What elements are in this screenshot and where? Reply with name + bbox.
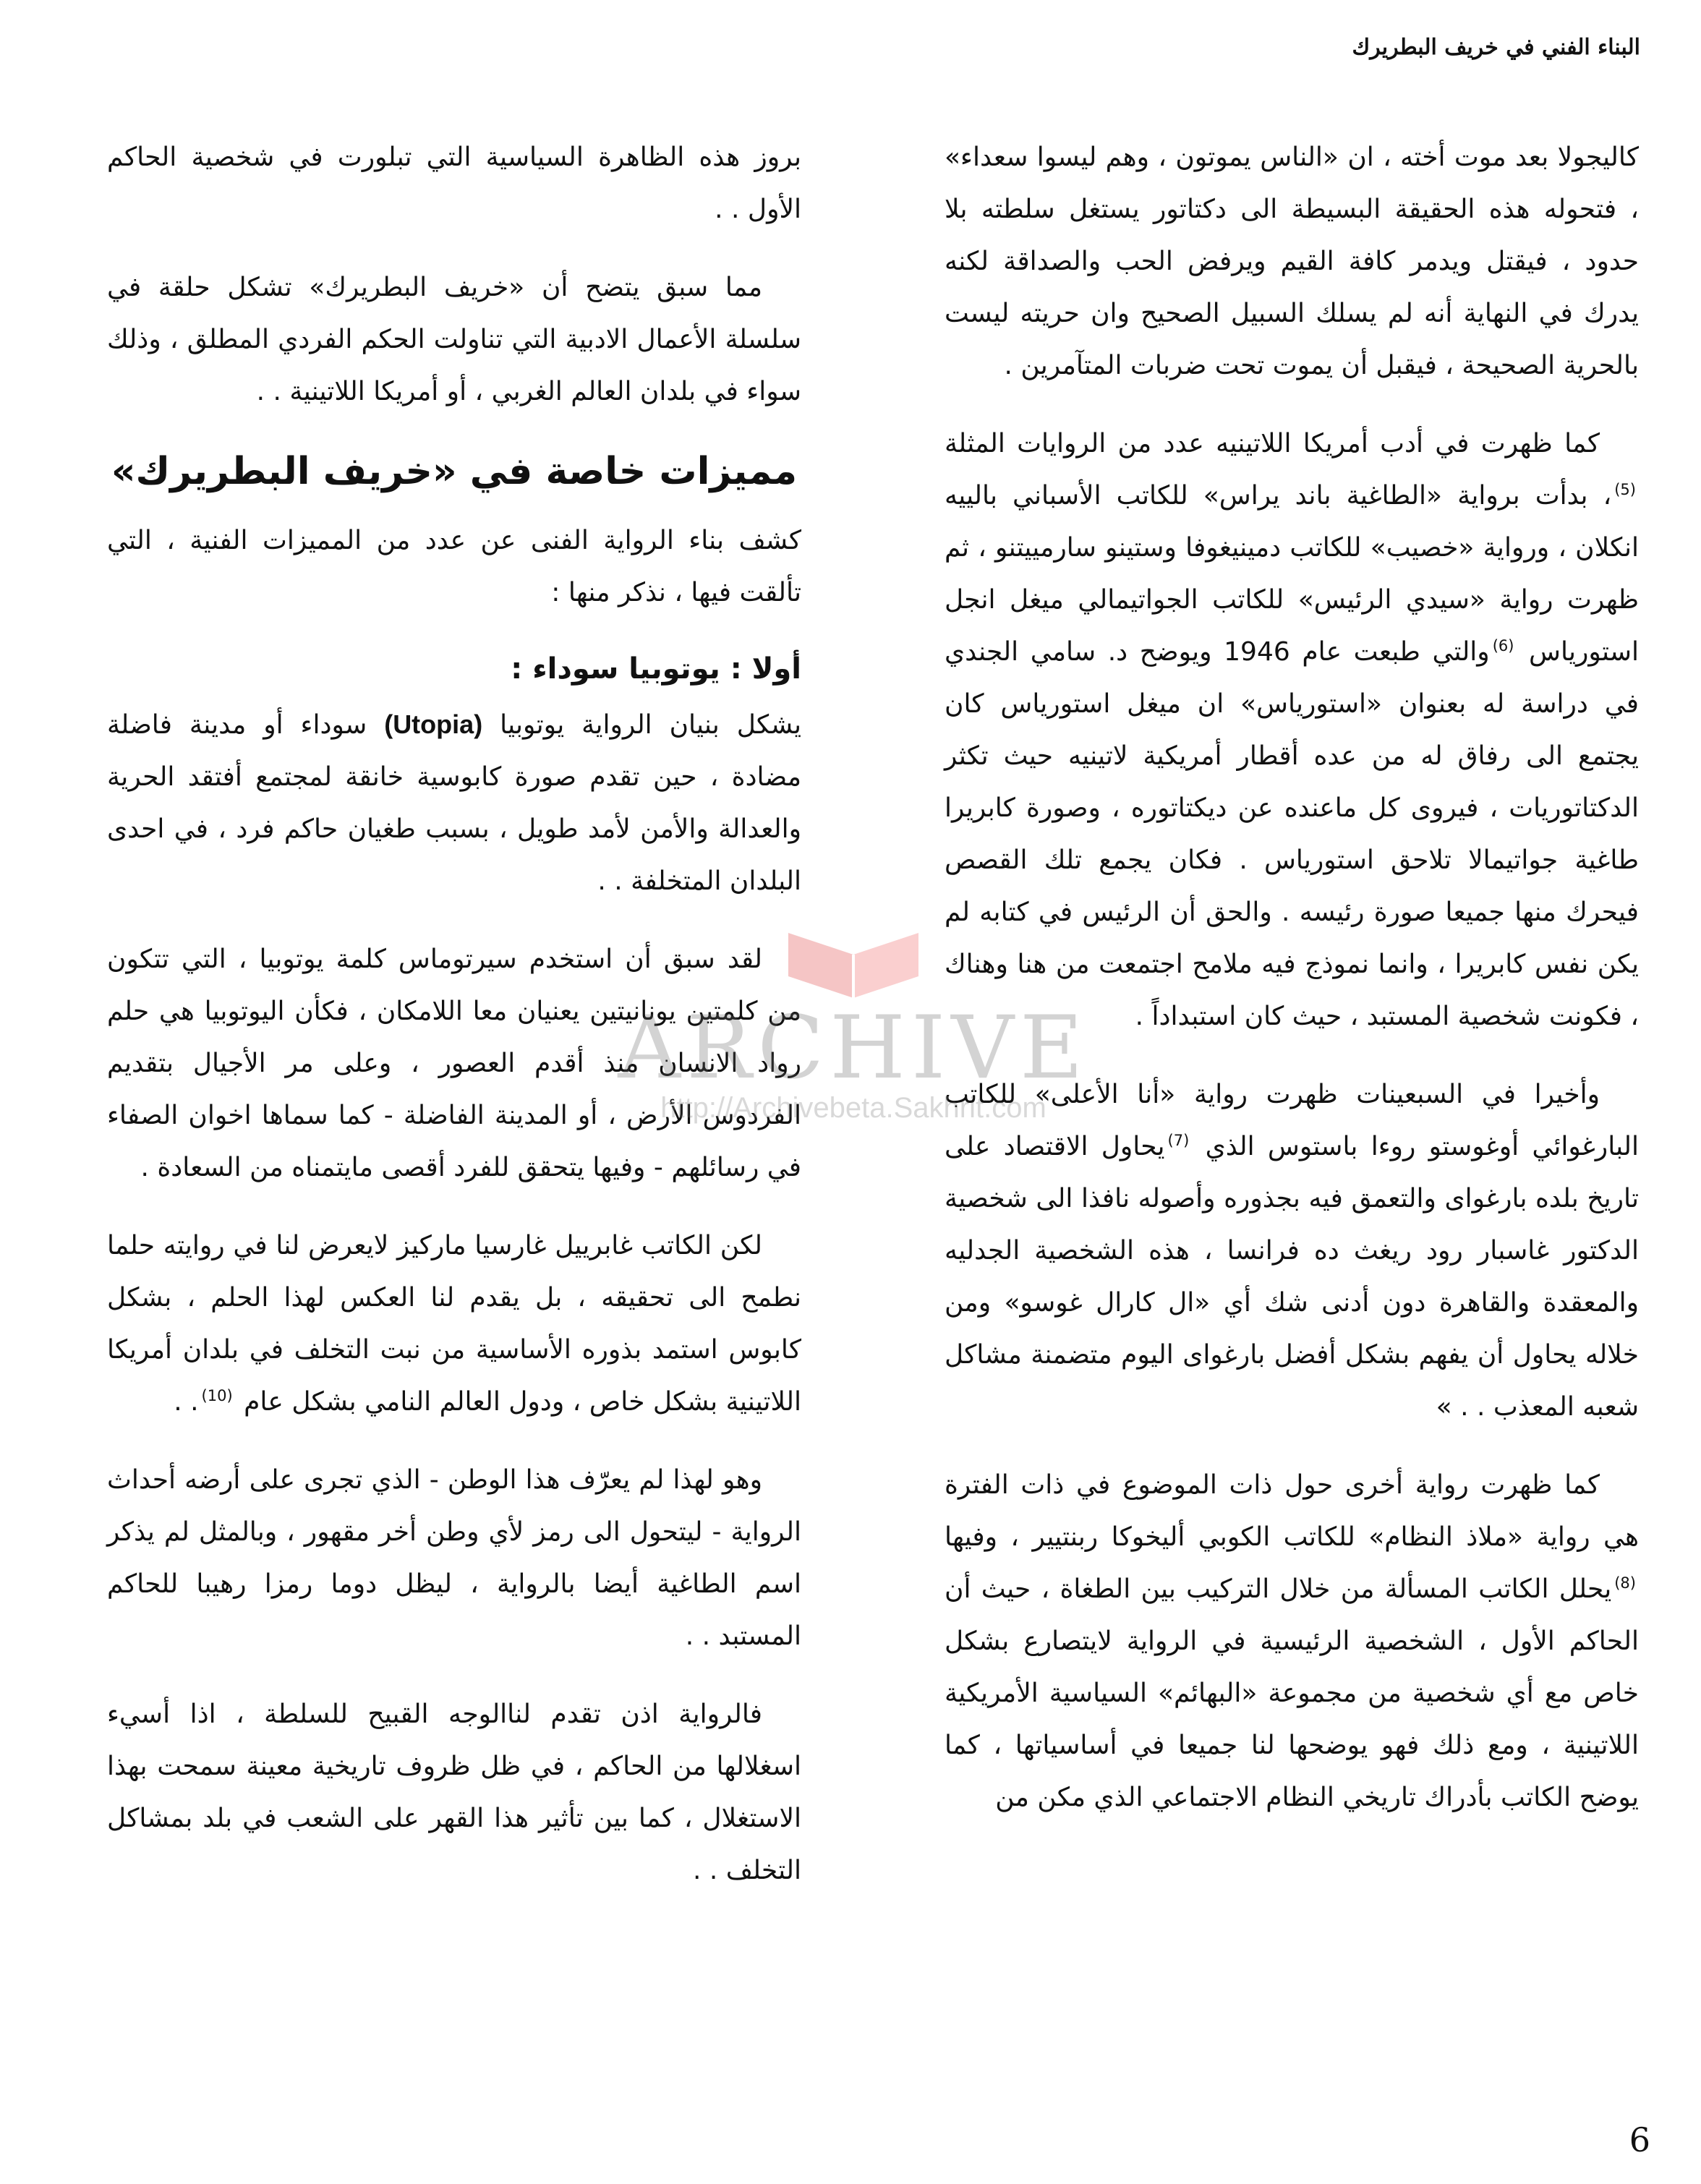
footnote-ref: (6) [1492,637,1514,654]
paragraph [107,1220,801,1428]
paragraph: لقد سبق أن استخدم سيرتوماس كلمة يوتوبيا ، التي تتكون من كلمتين يونانيتين يعنيان معا اللامكان ، فكأن اليوتوبيا هي حلم رواد الانسان منذ أقدم العصور ، وعلى مر الأجيال بتقديم الفردوس الأرض ، أو المدينة الفاضلة - كما سماها اخوان الصفاء في رسائلهم - وفيها يتحقق للفرد أقصى مايتمناه من السعادة . [107,944,801,1182]
paragraph [945,1069,1639,1433]
paragraph-text: يحاول الاقتصاد على تاريخ بلده بارغواى والتعمق فيه بجذوره وأصوله نافذا الى شخصية الدكتور غاسبار رود ريغث ده فرانسا ، هذه الشخصية الجدليه والمعقدة والقاهرة دون أدنى شك أي «ال كارال غوسو» ومن خلاله يحاول أن يفهم بشكل أفضل بارغواى اليوم متضمنة مشاكل شعبه المعذب . . » [945,1132,1639,1422]
paragraph [107,699,801,908]
section-title: مميزات خاصة في «خريف البطريرك» [111,450,798,493]
paragraph: كشف بناء الرواية الفنى عن عدد من المميزات الفنية ، التي تألقت فيها ، نذكر منها : [107,526,801,607]
subheading: أولا : يوتوبيا سوداء : [511,652,801,686]
paragraph-text: لكن الكاتب غابرييل غارسيا ماركيز لايعرض لنا في روايته حلما نطمح الى تحقيقه ، بل يقدم لنا العكس لهذا الحلم ، بشكل كابوس استمد بذوره الأساسية من نبت التخلف في بلدان أمريكا اللاتينية بشكل خاص ، ودول العالم النامي بشكل عام [107,1231,801,1417]
paragraph-text: وأخيرا في السبعينات ظهرت رواية «أنا الأعلى» للكاتب البارغوائي أوغوستو روءا باستوس الذي [945,1080,1639,1161]
footnote-ref: (7) [1167,1132,1190,1149]
paragraph: مما سبق يتضح أن «خريف البطريرك» تشكل حلقة في سلسلة الأعمال الادبية التي تناولت الحكم الفردي المطلق ، وذلك سواء في بلدان العالم الغربي ، أو أمريكا اللاتينية . . [107,273,801,406]
watermark-title: ARCHIVE [618,998,1089,1099]
footnote-ref: (5) [1614,481,1636,498]
paragraph-text: كما ظهرت في أدب أمريكا اللاتينيه عدد من الروايات المثلة [945,429,1600,458]
paragraph-text: سوداء أو مدينة فاضلة مضادة ، حين تقدم صورة كابوسية خانقة لمجتمع أفتقد الحرية والعدالة والأمن لأمد طويل ، بسبب طغيان حاكم فرد ، في احدى البلدان المتخلفة . . [107,710,801,896]
paragraph-text: يشكل بنيان الرواية يوتوبيا [500,710,801,740]
paragraph-text: ، بدأت برواية «الطاغية باند يراس» للكاتب الأسباني بالييه انكلان ، ورواية «خصيب» للكاتب دمينيغوفا وستينو سارمييتنو ، ثم ظهرت رواية «سيدي الرئيس» للكاتب الجواتيمالي ميغل انجل استورياس [945,481,1639,667]
footnote-ref: (10) [201,1387,233,1404]
latin-term: (Utopia) [384,709,483,739]
page-number: 6 [1629,2120,1650,2159]
left-column [107,132,801,1923]
paragraph-text: يحلل الكاتب المسألة من خلال التركيب بين الطغاة ، حيث أن الحاكم الأول ، الشخصية الرئيسية في الرواية لايتصارع بشكل خاص مع أي شخصية من مجموعة «البهائم» السياسية الأمريكية اللاتينية ، ومع ذلك فهو يوضحها لنا جميعا في أساسياتها ، كما يوضح الكاتب بأدراك تاريخي النظام الاجتماعي الذي مكن من [945,1574,1639,1812]
paragraph-text: والتي طبعت عام 1946 ويوضح د. سامي الجندي في دراسة له بعنوان «استورياس» ان ميغل استورياس كان يجتمع الى رفاق له من عده أقطار أمريكية لاتينيه حيث تكثر الدكتاتوريات ، فيروى كل ماعنده عن ديكتاتوره ، وصورة كابريرا طاغية جواتيمالا تلاحق استورياس . فكان يجمع تلك القصص فيحرك منها جميعا صورة رئيسه . والحق أن الرئيس في كتابه لم يكن نفس كابريرا ، وانما نموذج فيه ملامح اجتمعت من هنا وهناك ، فكونت شخصية المستبد ، حيث كان استبداداً . [945,637,1639,1031]
watermark-url: http://Archivebeta.Sakhrit.com [660,1092,1046,1124]
paragraph [945,1459,1639,1824]
footnote-ref: (8) [1614,1574,1636,1592]
paragraph: وهو لهذا لم يعرّف هذا الوطن - الذي تجرى على أرضه أحداث الرواية - ليتحول الى رمز لأي وطن أخر مقهور ، وبالمثل لم يذكر اسم الطاغية أيضا بالرواية ، ليظل دوما رمزا رهيبا للحاكم المستبد . . [107,1465,801,1651]
paragraph: فالرواية اذن تقدم لناالوجه القبيح للسلطة ، اذا أسيء اسغلالها من الحاكم ، في ظل ظروف تاريخية معينة سمحت بهذا الاستغلال ، كما بين تأثير هذا القهر على الشعب في بلد بمشاكل التخلف . . [107,1699,801,1885]
paragraph-text: . . [174,1387,199,1417]
paragraph-text: كما ظهرت رواية أخرى حول ذات الموضوع في ذات الفترة هي رواية «ملاذ النظام» للكاتب الكوبي أليخوكا ربنتيير ، وفيها [945,1470,1639,1552]
running-header: البناء الفني في خريف البطريرك [1352,35,1640,60]
right-column [945,132,1639,1850]
paragraph [945,418,1639,1043]
paragraph: بروز هذه الظاهرة السياسية التي تبلورت في شخصية الحاكم الأول . . [107,142,801,224]
paragraph: كاليجولا بعد موت أخته ، ان «الناس يموتون ، وهم ليسوا سعداء» ، فتحوله هذه الحقيقة البسيطة الى دكتاتور يستغل سلطته بلا حدود ، فيقتل ويدمر كافة القيم ويرفض الحب والصداقة لكنه يدرك في النهاية أنه لم يسلك السبيل الصحيح وان حريته ليست بالحرية الصحيحة ، فيقبل أن يموت تحت ضربات المتآمرين . [945,142,1639,380]
